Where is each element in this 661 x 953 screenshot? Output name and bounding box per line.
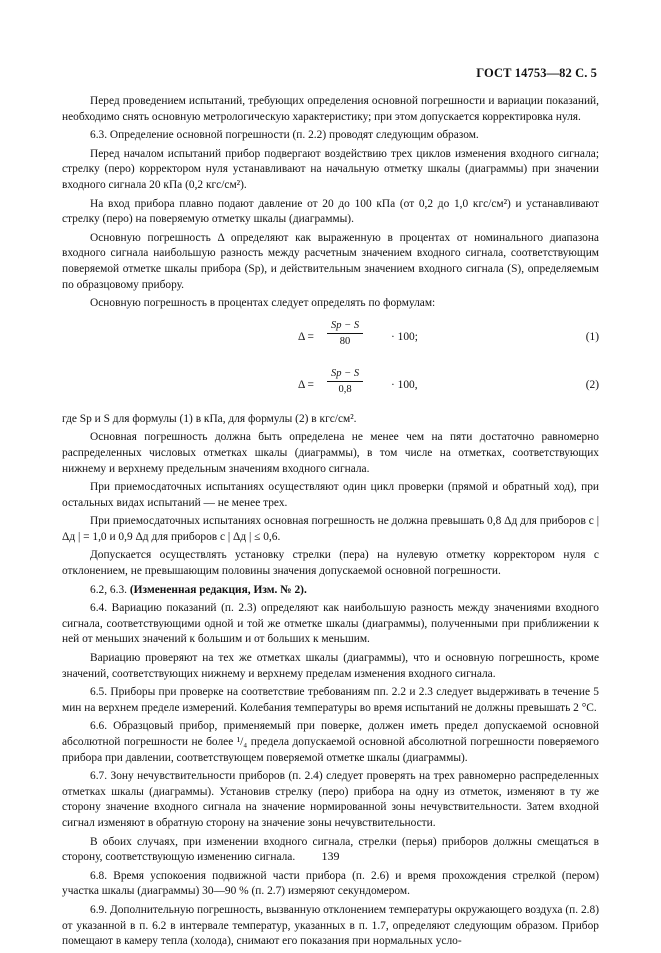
- formula-denominator: 80: [339, 336, 351, 348]
- paragraph: В обоих случаях, при изменении входного сигнала, стрелки (перья) приборов должны смещаться в сторону, соответствующую изменению сигнала.: [62, 835, 599, 864]
- paragraph: 6.3. Определение основной погрешности (п. 2.2) проводят следующим образом.: [90, 129, 479, 142]
- paragraph: 6.4. Вариацию показаний (п. 2.3) определяют как наибольшую разность между значениями входного сигнала, соответствующими одной и той же отметке шкалы (диаграммы), полученными при приближении к ней от меньших значений к большим и от больших к меньшим.: [62, 602, 599, 646]
- paragraph: 6.8. Время успокоения подвижной части прибора (п. 2.6) и время прохождения стрелкой (пером) участка шкалы (диаграммы) 30—90 % (п. 2.7) измеряют секундомером.: [62, 869, 599, 898]
- paragraph: На вход прибора плавно подают давление от 20 до 100 кПа (от 0,2 до 1,0 кгс/см²) и устанавливают стрелку (перо) на поверяемую отметку шкалы (диаграммы).: [62, 197, 599, 226]
- paragraph: Основная погрешность должна быть определена не менее чем на пяти достаточно равномерно распределенных числовых отметках шкалы (диаграммы), в том числе на отметках, соответствующих нижнему и верхнему предельным значениям входного сигнала.: [62, 431, 599, 475]
- paragraph: Допускается осуществлять установку стрелки (пера) на нулевую отметку корректором нуля с отклонением, не превышающим половины значения допускаемой основной погрешности.: [62, 549, 599, 578]
- paragraph: 6.7. Зону нечувствительности приборов (п. 2.4) следует проверять на трех равномерно распределенных отметках шкалы (диаграммы). Установив стрелку (перо) прибора на одну из отметок, изменяют в ту же сторону значение входного сигнала на значение нормированной зоны нечувствительности. Затем входной сигнал изменяют в обратную сторону на значение зоны нечувствительности.: [62, 770, 599, 829]
- formula-numerator: Sp − S: [327, 366, 363, 383]
- edition-note: [62, 583, 599, 599]
- paragraph: 6.6. Образцовый прибор, применяемый при поверке, должен иметь предел допускаемой основной абсолютной погрешности не более ¹/₄ предела допускаемой основной абсолютной погрешности поверяемого прибора при давлении, соответствующем поверяемой отметке шкалы (диаграммы).: [62, 720, 599, 764]
- edition-prefix: 6.2, 6.3.: [90, 583, 130, 596]
- formula-fraction: [327, 366, 363, 398]
- paragraph: 6.9. Дополнительную погрешность, вызванную отклонением температуры окружающего воздуха (п. 2.8) от указанной в п. 6.2 в интервале температур, указанных в п. 1.7, определяют следующим образом. Прибор помещают в камеру тепла (холода), снимают его показания при нормальных усло-: [62, 903, 599, 948]
- paragraph: 6.5. Приборы при проверке на соответствие требованиям пп. 2.2 и 2.3 следует выдерживать в течение 5 мин на верхнем пределе измерений. Колебания температуры во время испытаний не должны превышать 2 °С.: [62, 686, 599, 714]
- formula-number: (2): [585, 378, 599, 391]
- formula-numerator: Sp − S: [327, 318, 363, 335]
- edition-bold: (Измененная редакция, Изм. № 2).: [129, 583, 307, 596]
- formula-fraction: [327, 318, 363, 350]
- formula-denominator: 0,8: [338, 384, 352, 396]
- document-body: [62, 94, 599, 953]
- formula-lhs: Δ =: [298, 378, 314, 391]
- paragraph: Перед проведением испытаний, требующих определения основной погрешности и вариации показаний, необходимо снять основную метрологическую характеристику; при этом допускается корректировка нуля.: [62, 95, 599, 123]
- formula-1: [62, 318, 599, 360]
- formula-number: (1): [585, 330, 599, 343]
- page-number: 139: [321, 849, 340, 863]
- formula-lhs: Δ =: [298, 330, 314, 343]
- page-header: ГОСТ 14753—82 С. 5: [476, 66, 597, 80]
- paragraph: Перед началом испытаний прибор подвергают воздействию трех циклов изменения входного сигнала; стрелку (перо) корректором нуля устанавливают на начальную отметку шкалы (диаграммы) при значении входного сигнала 20 кПа (0,2 кгс/см²).: [62, 147, 599, 191]
- paragraph: где Sp и S для формулы (1) в кПа, для формулы (2) в кгс/см².: [62, 412, 357, 425]
- formula-tail: · 100,: [391, 378, 418, 391]
- formula-2: [62, 366, 599, 408]
- paragraph: При приемосдаточных испытаниях основная погрешность не должна превышать 0,8 Δд для приборов с | Δд | = 1,0 и 0,9 Δд для приборов с | Δд | ≤ 0,6.: [62, 515, 599, 543]
- paragraph: Вариацию проверяют на тех же отметках шкалы (диаграммы), что и основную погрешность, кроме значений, соответствующих нижнему и верхнему пределам изменения входного сигнала.: [62, 652, 599, 680]
- formula-tail: · 100;: [391, 330, 418, 343]
- paragraph: При приемосдаточных испытаниях осуществляют один цикл проверки (прямой и обратный ход), при остальных видах испытаний — не менее трех.: [62, 481, 599, 509]
- paragraph: Основную погрешность Δ определяют как выраженную в процентах от номинального диапазона входного сигнала наибольшую разность между расчетным значением входного сигнала, соответствующим поверяемой отметке шкалы прибора (Sp), и действительным значением входного сигнала (S), определяемым по образцовому прибору.: [62, 231, 599, 291]
- paragraph: Основную погрешность в процентах следует определять по формулам:: [90, 297, 436, 310]
